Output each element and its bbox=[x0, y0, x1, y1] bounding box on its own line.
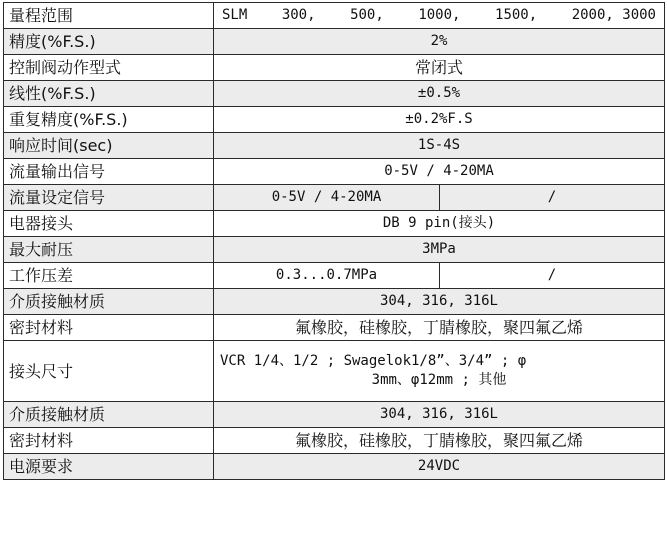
range-value: 1500, bbox=[495, 7, 538, 23]
row-label: 介质接触材质 bbox=[4, 289, 214, 315]
row-value: 304, 316, 316L bbox=[214, 289, 665, 315]
row-label: 流量输出信号 bbox=[4, 159, 214, 185]
table-row bbox=[4, 454, 665, 480]
table-row bbox=[4, 3, 665, 29]
spec-table bbox=[3, 2, 665, 480]
row-label: 电源要求 bbox=[4, 454, 214, 480]
row-value-line: 3mm、φ12mm ; 其他 bbox=[371, 372, 507, 388]
row-value: 氟橡胶，硅橡胶，丁腈橡胶，聚四氟乙烯 bbox=[214, 315, 665, 341]
range-unit: SLM bbox=[222, 7, 248, 23]
table-row bbox=[4, 402, 665, 428]
row-label: 最大耐压 bbox=[4, 237, 214, 263]
table-row bbox=[4, 263, 665, 289]
row-label: 精度(%F.S.) bbox=[4, 29, 214, 55]
row-label: 电器接头 bbox=[4, 211, 214, 237]
table-row bbox=[4, 428, 665, 454]
table-row bbox=[4, 133, 665, 159]
table-row bbox=[4, 341, 665, 402]
table-row bbox=[4, 185, 665, 211]
table-row bbox=[4, 315, 665, 341]
range-value: 1000, bbox=[418, 7, 461, 23]
table-row bbox=[4, 81, 665, 107]
row-label: 流量设定信号 bbox=[4, 185, 214, 211]
table-row bbox=[4, 159, 665, 185]
row-value: ±0.5% bbox=[214, 81, 665, 107]
table-row bbox=[4, 211, 665, 237]
range-cell bbox=[214, 3, 665, 29]
row-value: 0-5V / 4-20MA bbox=[214, 159, 665, 185]
row-label: 量程范围 bbox=[4, 3, 214, 29]
row-value: 304, 316, 316L bbox=[214, 402, 665, 428]
row-label: 密封材料 bbox=[4, 315, 214, 341]
range-value: 300, bbox=[281, 7, 316, 23]
row-label: 控制阀动作型式 bbox=[4, 55, 214, 81]
row-label: 重复精度(%F.S.) bbox=[4, 107, 214, 133]
row-label: 介质接触材质 bbox=[4, 402, 214, 428]
row-label: 工作压差 bbox=[4, 263, 214, 289]
row-value: 3MPa bbox=[214, 237, 665, 263]
row-value: 24VDC bbox=[214, 454, 665, 480]
row-value: 常闭式 bbox=[214, 55, 665, 81]
row-label: 响应时间(sec) bbox=[4, 133, 214, 159]
row-value: ±0.2%F.S bbox=[214, 107, 665, 133]
row-value: 1S-4S bbox=[214, 133, 665, 159]
table-row bbox=[4, 55, 665, 81]
row-value: 氟橡胶，硅橡胶，丁腈橡胶，聚四氟乙烯 bbox=[214, 428, 665, 454]
row-value bbox=[214, 341, 665, 402]
table-row bbox=[4, 289, 665, 315]
table-row bbox=[4, 29, 665, 55]
row-value-left: 0-5V / 4-20MA bbox=[214, 185, 440, 211]
row-value: 2% bbox=[214, 29, 665, 55]
row-value-left: 0.3...0.7MPa bbox=[214, 263, 440, 289]
row-value-line: VCR 1/4、1/2 ; Swagelok1/8”、3/4” ; φ bbox=[220, 353, 527, 369]
row-label: 接头尺寸 bbox=[4, 341, 214, 402]
table-row bbox=[4, 107, 665, 133]
range-value: 500, bbox=[350, 7, 384, 23]
table-row bbox=[4, 237, 665, 263]
row-label: 密封材料 bbox=[4, 428, 214, 454]
row-value: DB 9 pin(接头) bbox=[214, 211, 665, 237]
row-label: 线性(%F.S.) bbox=[4, 81, 214, 107]
range-value: 2000, 3000 bbox=[571, 7, 656, 23]
row-value-right: / bbox=[440, 263, 665, 289]
row-value-right: / bbox=[440, 185, 665, 211]
